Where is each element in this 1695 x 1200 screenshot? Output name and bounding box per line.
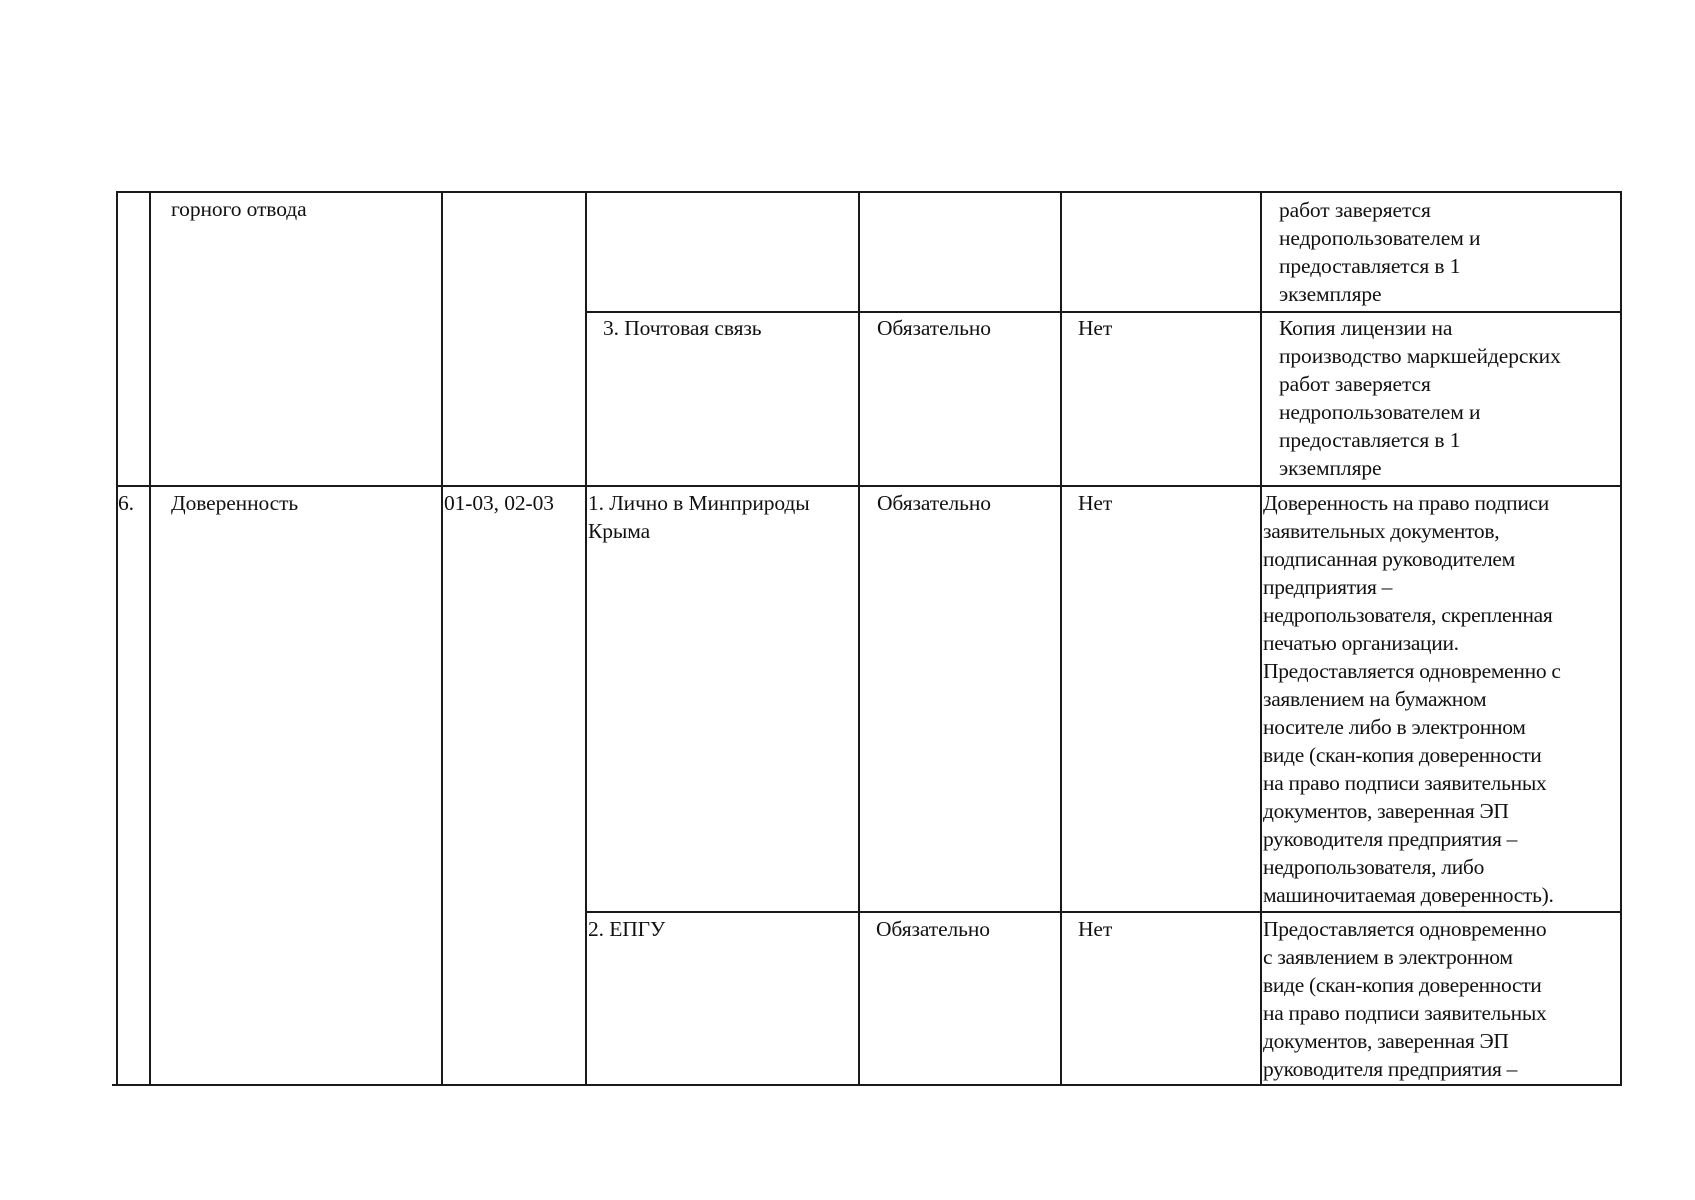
cell-condition-epgu: Нет — [1078, 917, 1113, 941]
column-divider-requirement — [1060, 191, 1062, 1086]
cell-remarks-post: Копия лицензии на производство маркшейдерских работ заверяется недропользователем и предоставляется в 1 экземпляре — [1279, 316, 1561, 480]
cell-document-power-of-attorney: Доверенность — [171, 491, 299, 515]
cell-method-in-person: 1. Лично в Минприроды Крыма — [588, 491, 810, 543]
cell-condition-in-person: Нет — [1078, 491, 1113, 515]
table-border-left — [116, 191, 118, 1086]
cell-codes: 01-03, 02-03 — [444, 491, 554, 515]
cell-requirement-epgu: Обязательно — [876, 917, 990, 941]
column-divider-condition — [1260, 191, 1262, 1086]
cell-row-number: 6. — [118, 491, 134, 515]
cell-method-post: 3. Почтовая связь — [603, 316, 762, 340]
cell-remarks-in-person: Доверенность на право подписи заявительных документов, подписанная руководителем предприятия – недропользователя, скрепленная печатью организации. Предоставляется одновременно с заявлением на бумажном носителе либо в электронном виде (скан-копия доверенности на право подписи заявительных документов, заверенная ЭП руководителя предприятия – недропользователя, либо машиночитаемая доверенность). — [1263, 491, 1561, 907]
table-border-bottom — [112, 1084, 1621, 1086]
cell-method-epgu: 2. ЕПГУ — [588, 917, 666, 941]
cell-remarks-epgu: Предоставляется одновременно с заявлением в электронном виде (скан-копия доверенности на право подписи заявительных документов, заверенная ЭП руководителя предприятия – — [1263, 917, 1547, 1081]
column-divider-method — [858, 191, 860, 1086]
subrow-divider-row6 — [585, 911, 1621, 913]
table-border-right — [1620, 191, 1622, 1086]
subrow-divider-top — [585, 311, 1621, 313]
cell-condition-post: Нет — [1078, 316, 1113, 340]
cell-document-continued: горного отвода — [171, 197, 307, 221]
table-border-top — [116, 191, 1621, 193]
cell-remarks-continued-1: работ заверяется недропользователем и предоставляется в 1 экземпляре — [1279, 198, 1481, 306]
column-divider-document — [441, 191, 443, 1086]
cell-requirement-post: Обязательно — [877, 316, 991, 340]
column-divider-codes — [585, 191, 587, 1086]
cell-requirement-in-person: Обязательно — [877, 491, 991, 515]
row-divider — [116, 485, 1621, 487]
column-divider-number — [149, 191, 151, 1086]
